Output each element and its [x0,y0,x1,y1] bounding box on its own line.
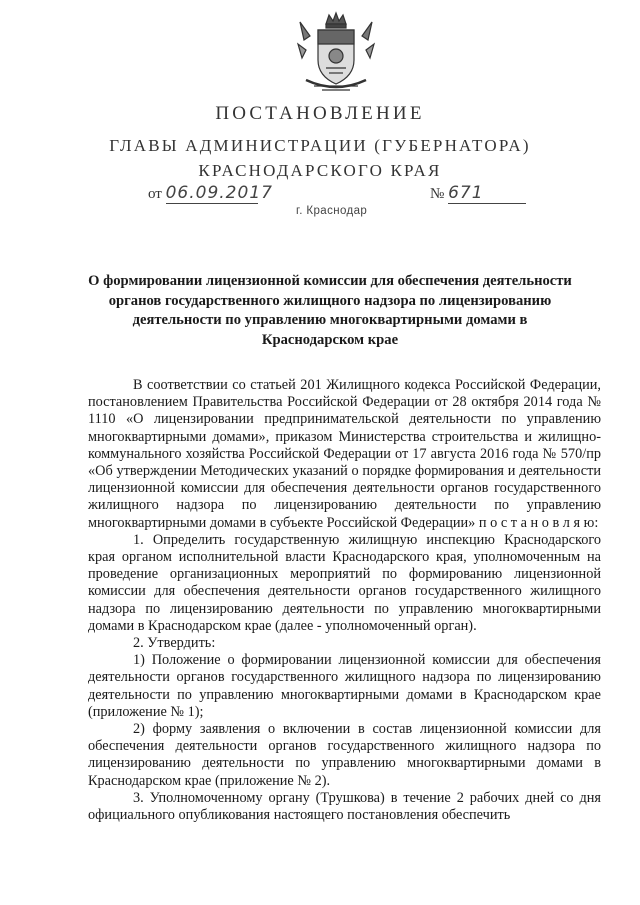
preamble-paragraph: В соответствии со статьей 201 Жилищного кодекса Российской Федерации, постановлением Правительства Российской Федерации от 28 октября 2014 года № 1110 «О лицензировании предпринимательской деятельности по управлению многоквартирными домами», приказом Министерства строительства и жилищно-коммунального хозяйства Российской Федерации от 17 августа 2016 года № 570/пр «Об утверждении Методических указаний о порядке формирования и деятельности лицензионной комиссии для обеспечения деятельности органов государственного жилищного надзора по лицензированию деятельности по управлению многоквартирными домами в субъекте Российской Федерации» п о с т а н о в л я ю: [88,377,601,531]
city-label: г. Краснодар [296,205,368,217]
number-prefix: № [430,186,445,202]
item-2-2-paragraph: 2) форму заявления о включении в состав лицензионной комиссии для обеспечения деятельности органов государственного жилищного надзора по лицензированию деятельности по управлению многоквартирными домами в Краснодарском крае (приложение № 2). [88,721,601,789]
date-prefix: от [148,186,162,202]
date-line [148,183,273,204]
doc-type-heading: ПОСТАНОВЛЕНИЕ [215,103,425,124]
item-1-paragraph: 1. Определить государственную жилищную инспекцию Краснодарского края органом исполнительной власти Краснодарского края, уполномоченным на проведение организационных мероприятий по формированию лицензионной комиссии для обеспечения деятельности органов государственного жилищного надзора по лицензированию деятельности по управлению многоквартирными домами в Краснодарском крае (далее - уполномоченный орган). [88,531,601,634]
item-2-1-paragraph: 1) Положение о формировании лицензионной комиссии для обеспечения деятельности органов государственного жилищного надзора по лицензированию деятельности по управлению многоквартирными домами в Краснодарском крае (приложение № 1); [88,652,601,720]
item-3-paragraph: 3. Уполномоченному органу (Трушкова) в течение 2 рабочих дней со дня официального опубликования настоящего постановления обеспечить [88,789,601,824]
document-title: О формировании лицензионной комиссии для обеспечения деятельности органов государственного жилищного надзора по лицензированию деятельности по управлению многоквартирными домами в Краснодарском крае [88,273,572,348]
coat-of-arms-icon [296,10,376,96]
region-heading: КРАСНОДАРСКОГО КРАЯ [198,161,442,180]
document-body [88,377,601,824]
number-value: 671 [448,183,526,204]
issuer-heading: ГЛАВЫ АДМИНИСТРАЦИИ (ГУБЕРНАТОРА) [109,136,531,155]
number-line [430,183,526,204]
date-value: 06.09.2017 [165,183,273,203]
item-2-paragraph: 2. Утвердить: [133,635,216,652]
